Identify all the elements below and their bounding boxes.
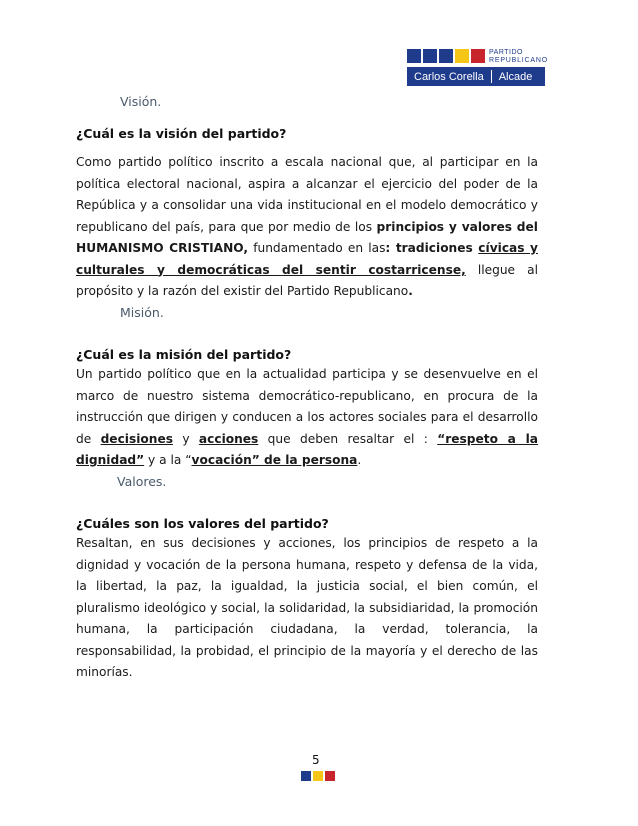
footer-square-red bbox=[325, 771, 335, 781]
vision-bold-underline-1: cívicas y culturales y democráticas del sentir costarricense, bbox=[76, 241, 538, 277]
mision-text-1: Un partido político que en la actualidad participa y se desenvuelve en el marco de nuestro sistema democrático-republicano, en procura de la instrucción que dirigen y conducen a los actores sociales para el desarrollo de bbox=[76, 367, 538, 446]
party-logo bbox=[407, 49, 548, 86]
logo-square-yellow bbox=[455, 49, 469, 63]
mision-text-2: y bbox=[172, 431, 199, 446]
valores-question: ¿Cuáles son los valores del partido? bbox=[76, 516, 329, 531]
mision-question: ¿Cuál es la misión del partido? bbox=[76, 347, 292, 362]
logo-square-blue-3 bbox=[439, 49, 453, 63]
logo-name-bar bbox=[407, 67, 545, 86]
mision-title: Misión. bbox=[120, 305, 164, 320]
mision-paragraph bbox=[76, 364, 538, 472]
vision-bold-1: principios y valores del HUMANISMO CRISTIANO, bbox=[76, 219, 538, 255]
footer-color-squares bbox=[301, 771, 337, 781]
vision-bold-2: : tradiciones bbox=[385, 241, 479, 255]
logo-square-blue-2 bbox=[423, 49, 437, 63]
logo-candidate-name: Carlos Corella bbox=[414, 70, 484, 83]
vision-paragraph bbox=[76, 152, 538, 303]
valores-title: Valores. bbox=[117, 474, 167, 489]
logo-line2: REPUBLICANO bbox=[489, 57, 548, 64]
vision-text-2: fundamentado en las bbox=[248, 241, 386, 255]
mision-text-3: que deben resaltar el : bbox=[258, 431, 438, 446]
mision-respeto: “respeto a la dignidad” bbox=[76, 431, 538, 467]
logo-line1: PARTIDO bbox=[489, 49, 523, 56]
mision-vocacion: vocación” de la persona bbox=[191, 453, 358, 467]
vision-bold-3: . bbox=[408, 284, 413, 298]
footer-square-blue bbox=[301, 771, 311, 781]
mision-text-4: y a la “ bbox=[144, 453, 192, 467]
mision-acciones: acciones bbox=[198, 431, 259, 446]
mision-text-5: . bbox=[357, 453, 362, 467]
logo-square-blue-1 bbox=[407, 49, 421, 63]
logo-square-red bbox=[471, 49, 485, 63]
vision-title: Visión. bbox=[120, 94, 162, 109]
logo-separator bbox=[491, 70, 492, 83]
logo-candidate-role: Alcade bbox=[498, 70, 533, 83]
footer-square-yellow bbox=[313, 771, 323, 781]
valores-paragraph: Resaltan, en sus decisiones y acciones, los principios de respeto a la dignidad y vocación de la persona humana, respeto y defensa de la vida, la libertad, la paz, la igualdad, la justicia social, el bien común, el pluralismo ideológico y social, la solidaridad, la subsidiaridad, la promoción humana, la participación ciudadana, la verdad, tolerancia, la responsabilidad, la probidad, el principio de la mayoría y el derecho de las minorías. bbox=[76, 536, 538, 679]
vision-text-3: llegue al propósito y la razón del existir del Partido Republicano bbox=[76, 262, 538, 298]
vision-question: ¿Cuál es la visión del partido? bbox=[76, 126, 287, 141]
page-number: 5 bbox=[312, 753, 320, 767]
vision-text-1: Como partido político inscrito a escala nacional que, al participar en la política electoral nacional, aspira a alcanzar el ejercicio del poder de la República y a consolidar una vida institucional en el modelo democrático y republicano del país, para que por medio de los bbox=[76, 155, 538, 234]
mision-decisiones: decisiones bbox=[100, 431, 173, 446]
